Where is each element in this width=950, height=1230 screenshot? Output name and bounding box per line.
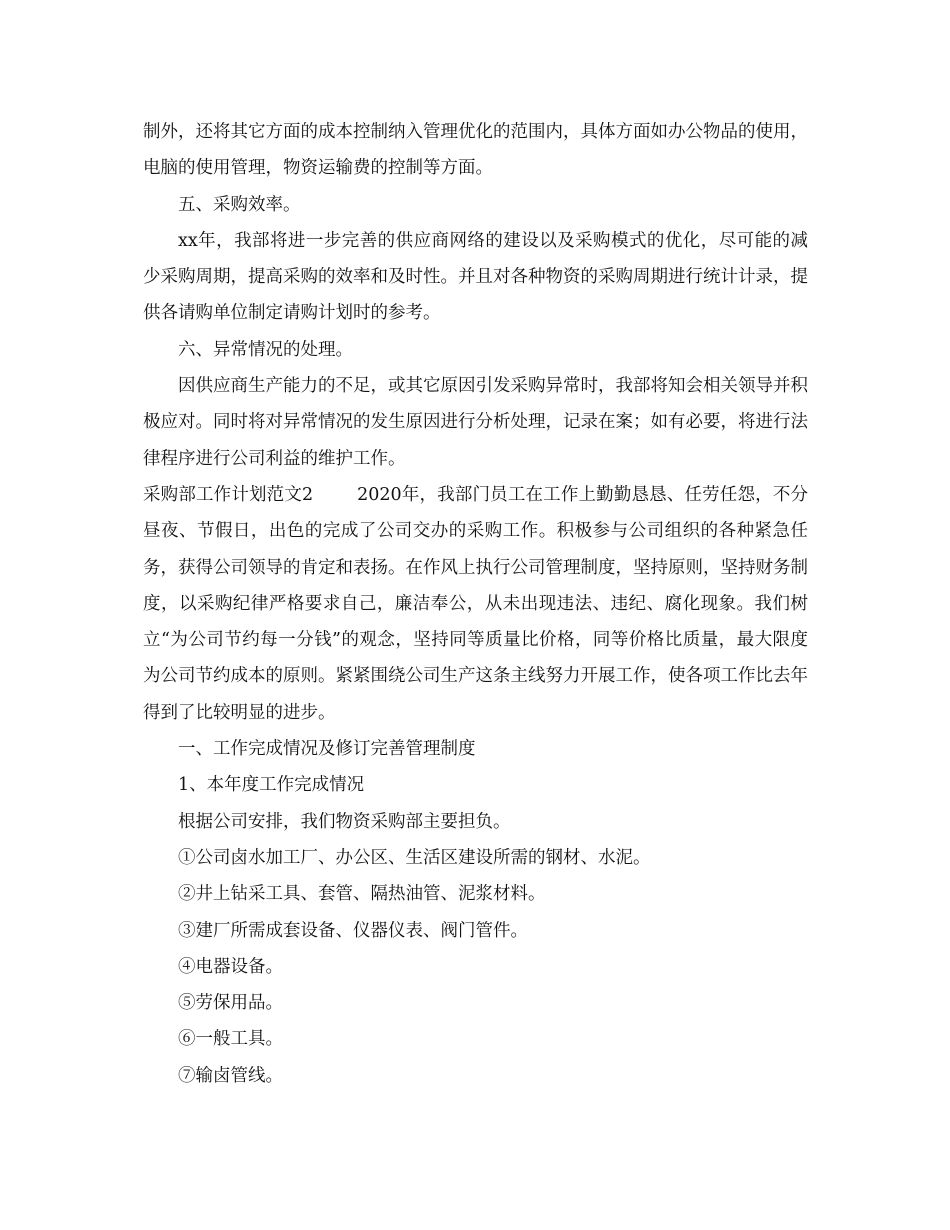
- document-body: [143, 114, 808, 1094]
- list-item: ④电器设备。: [178, 956, 283, 977]
- list-item: ⑦输卤管线。: [178, 1065, 283, 1086]
- list-item: ③建厂所需成套设备、仪器仪表、阀门管件。: [178, 920, 528, 941]
- section2-title: 采购部工作计划范文2: [143, 484, 314, 505]
- list-item: ⑥一般工具。: [178, 1029, 283, 1050]
- list-item: ①公司卤水加工厂、办公区、生活区建设所需的钢材、水泥。: [178, 847, 651, 868]
- section2-paragraph: [143, 477, 808, 731]
- paragraph-exception-handling: 因供应商生产能力的不足，或其它原因引发采购异常时，我部将知会相关领导并积极应对。同时将对异常情况的发生原因进行分析处理，记录在案；如有必要，将进行法律程序进行公司利益的维护工作。: [143, 376, 808, 469]
- list-item: ②井上钻采工具、套管、隔热油管、泥浆材料。: [178, 884, 546, 905]
- heading-procurement-efficiency: 五、采购效率。: [178, 194, 301, 215]
- section2-body: 2020年，我部门员工在工作上勤勤恳恳、任劳任怨，不分昼夜、节假日，出色的完成了公司交办的采购工作。积极参与公司组织的各种紧急任务，获得公司领导的肯定和表扬。在作风上执行公司管理制度，坚持原则，坚持财务制度，以采购纪律严格要求自己，廉洁奉公，从未出现违法、违纪、腐化现象。我们树立“为公司节约每一分钱”的观念，坚持同等质量比价格，同等价格比质量，最大限度为公司节约成本的原则。紧紧围绕公司生产这条主线努力开展工作，使各项工作比去年得到了比较明显的进步。: [143, 484, 808, 723]
- heading-exception-handling: 六、异常情况的处理。: [178, 339, 353, 360]
- paragraph-cost-control: 制外，还将其它方面的成本控制纳入管理优化的范围内，具体方面如办公物品的使用，电脑的使用管理，物资运输费的控制等方面。: [143, 122, 808, 179]
- paragraph-procurement-efficiency: xx年，我部将进一步完善的供应商网络的建设以及采购模式的优化，尽可能的减少采购周期，提高采购的效率和及时性。并且对各种物资的采购周期进行统计计录，提供各请购单位制定请购计划时的参考。: [143, 230, 808, 324]
- list-item: 根据公司安排，我们物资采购部主要担负。: [178, 811, 511, 832]
- list-item: 一、工作完成情况及修订完善管理制度: [178, 739, 476, 760]
- list-item: ⑤劳保用品。: [178, 993, 283, 1014]
- list-item: 1、本年度工作完成情况: [178, 775, 365, 796]
